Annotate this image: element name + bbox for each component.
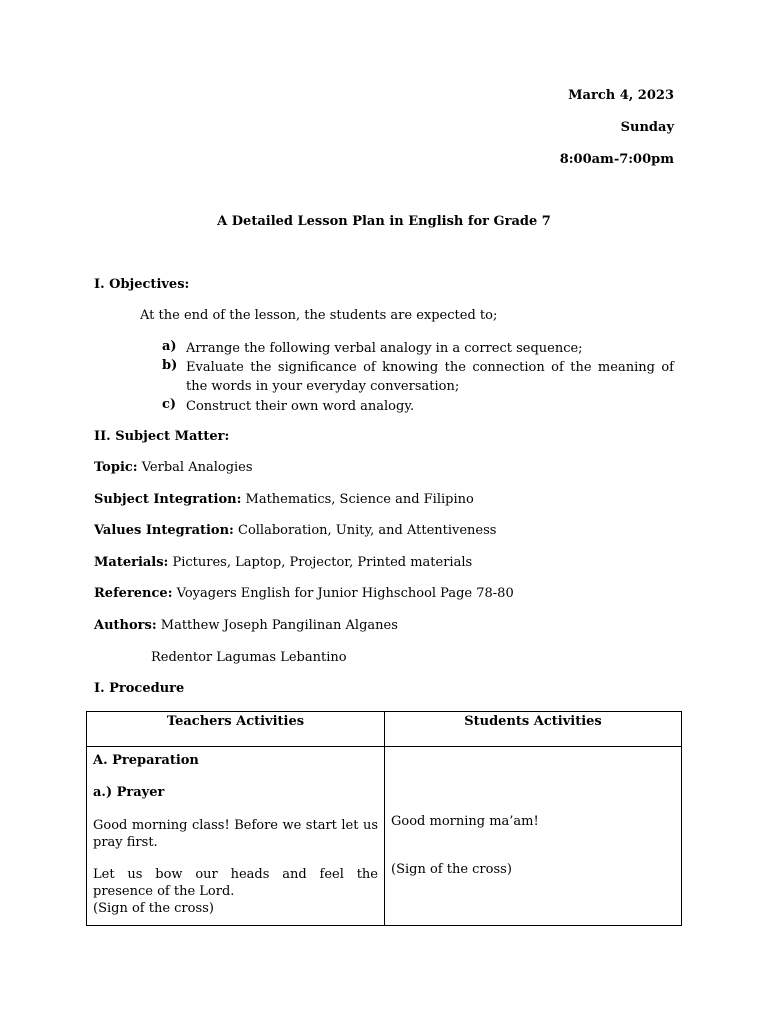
reference-line xyxy=(94,586,514,601)
subject-integration-label: Subject Integration: xyxy=(94,492,242,507)
values-integration-label: Values Integration: xyxy=(94,523,234,538)
objective-text: Arrange the following verbal analogy in a correct sequence; xyxy=(186,341,583,356)
student-sign-of-cross: (Sign of the cross) xyxy=(391,862,512,877)
objective-letter: a) xyxy=(162,339,177,354)
values-integration-line xyxy=(94,523,496,538)
materials-line xyxy=(94,555,472,570)
preparation-heading: A. Preparation xyxy=(93,753,199,768)
document-title: A Detailed Lesson Plan in English for Grade 7 xyxy=(217,214,551,229)
objectives-heading: I. Objectives: xyxy=(94,277,190,292)
table-header-row xyxy=(87,712,682,747)
time-range: 8:00am-7:00pm xyxy=(559,152,674,167)
day: Sunday xyxy=(620,120,674,135)
prayer-heading: a.) Prayer xyxy=(93,785,165,800)
topic-value: Verbal Analogies xyxy=(137,460,253,475)
teacher-sign-of-cross: (Sign of the cross) xyxy=(93,901,214,916)
table-row xyxy=(87,747,682,926)
objectives-intro: At the end of the lesson, the students are expected to; xyxy=(140,308,498,323)
objective-text: Construct their own word analogy. xyxy=(186,399,415,414)
student-greeting: Good morning ma’am! xyxy=(391,814,539,829)
authors-line xyxy=(94,618,398,633)
topic-label: Topic: xyxy=(94,460,138,475)
materials-value: Pictures, Laptop, Projector, Printed materials xyxy=(168,555,473,570)
date: March 4, 2023 xyxy=(568,88,674,103)
values-integration-value: Collaboration, Unity, and Attentiveness xyxy=(233,523,497,538)
procedure-heading: I. Procedure xyxy=(94,681,185,696)
procedure-table xyxy=(86,711,682,926)
materials-label: Materials: xyxy=(94,555,169,570)
author-1: Matthew Joseph Pangilinan Alganes xyxy=(156,618,398,633)
objective-text: Evaluate the significance of knowing the connection of the meaning of the words in your everyday conversation; xyxy=(186,360,674,394)
topic-line xyxy=(94,460,253,475)
teacher-column-header: Teachers Activities xyxy=(87,712,385,747)
teacher-instruction: Let us bow our heads and feel the presence of the Lord. xyxy=(93,867,378,899)
author-2: Redentor Lagumas Lebantino xyxy=(151,650,347,665)
subject-matter-heading: II. Subject Matter: xyxy=(94,429,230,444)
objective-letter: c) xyxy=(162,397,177,412)
student-cell xyxy=(385,747,682,926)
reference-label: Reference: xyxy=(94,586,173,601)
subject-integration-line xyxy=(94,492,474,507)
objective-letter: b) xyxy=(162,358,178,373)
reference-value: Voyagers English for Junior Highschool Page 78-80 xyxy=(172,586,514,601)
authors-label: Authors: xyxy=(94,618,157,633)
teacher-greeting: Good morning class! Before we start let us pray first. xyxy=(93,818,378,850)
subject-integration-value: Mathematics, Science and Filipino xyxy=(241,492,474,507)
teacher-cell xyxy=(87,747,385,926)
student-column-header: Students Activities xyxy=(385,712,682,747)
